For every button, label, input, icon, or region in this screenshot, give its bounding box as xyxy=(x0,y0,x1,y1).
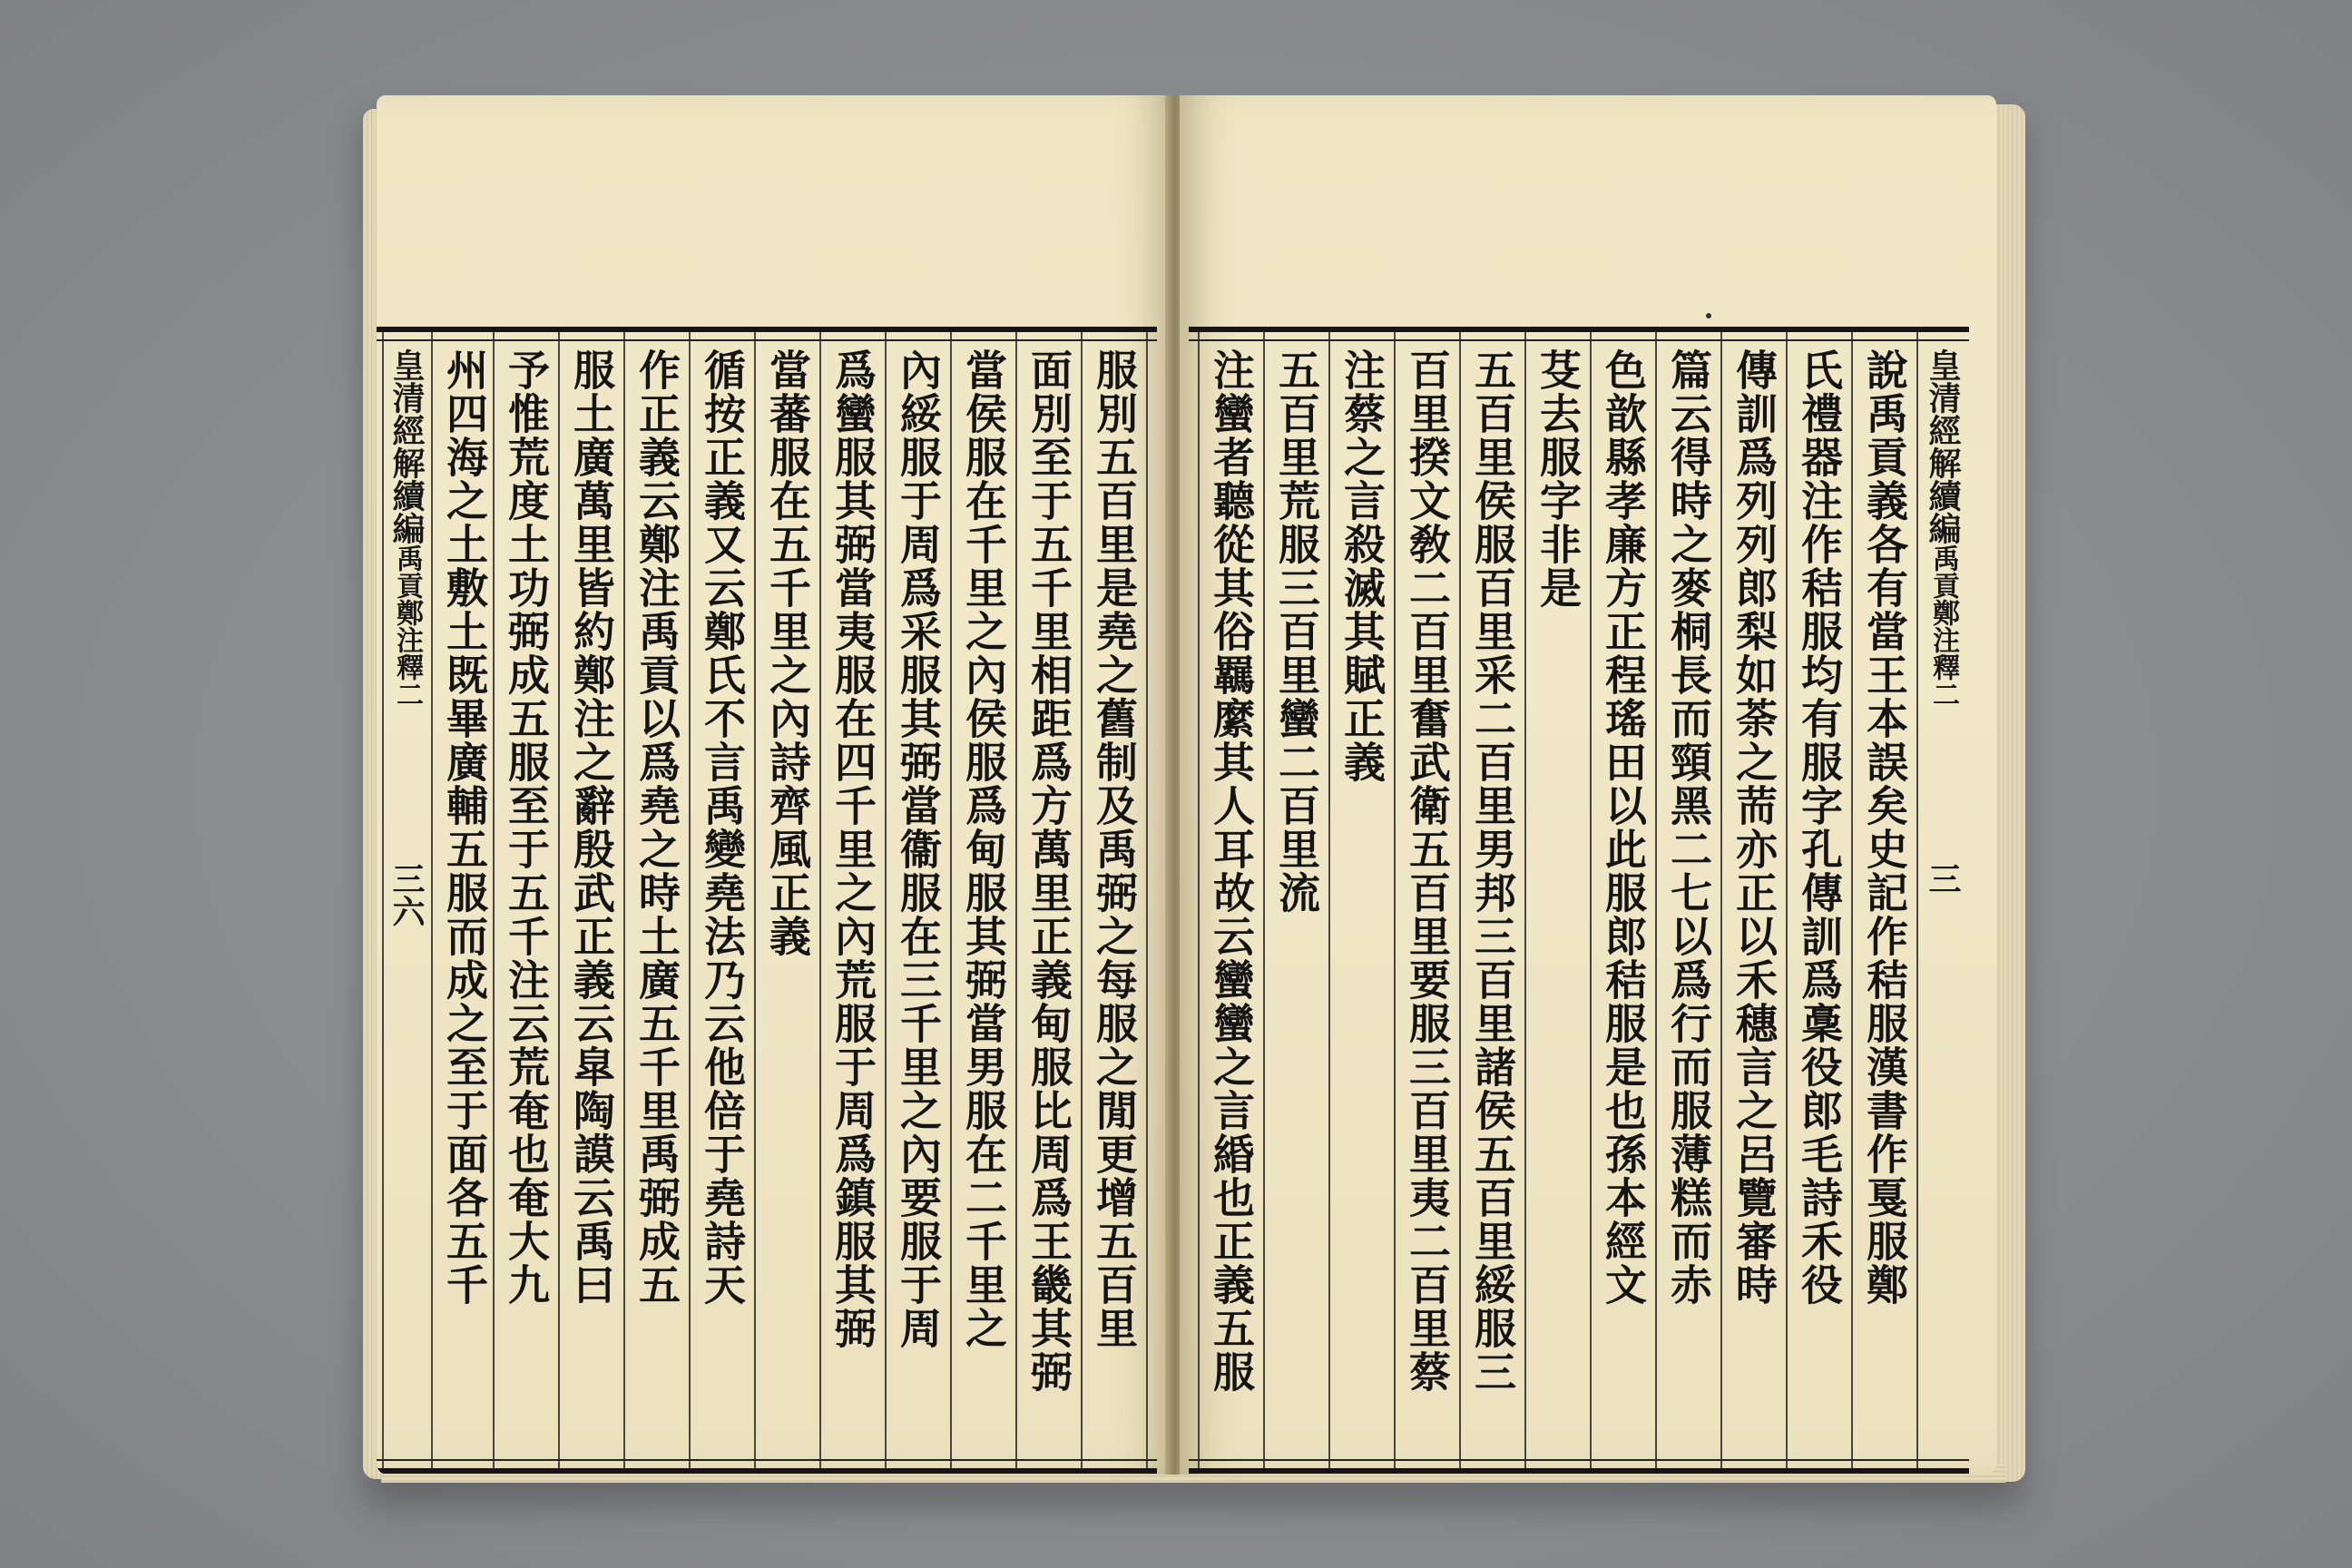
left-text-column-5: 爲蠻服其弼當夷服在四千里之內荒服于周爲鎮服其弼 xyxy=(828,348,877,1350)
left-text-column-4: 內綏服于周爲采服其弼當衞服在三千里之內要服于周 xyxy=(894,348,943,1350)
left-band-folio: 三六 xyxy=(387,862,426,927)
right-page-frame xyxy=(1189,327,1969,1474)
left-folio-band xyxy=(382,348,431,1455)
right-text-column-7: 五百里侯服百里采二百里男邦三百里諸侯五百里綏服三 xyxy=(1468,348,1517,1394)
left-text-column-3: 當侯服在千里之內侯服爲甸服其弼當男服在二千里之 xyxy=(959,348,1008,1350)
left-text-column-11: 州四海之土敷土既畢廣輔五服而成之至于面各五千 xyxy=(440,348,489,1307)
right-text-column-1: 說禹貢義各有當王本誤矣史記作秸服漢書作戛服鄭 xyxy=(1860,348,1909,1307)
left-text-column-2: 面別至于五千里相距爲方萬里正義甸服比周爲王畿其弼 xyxy=(1024,348,1073,1394)
right-band-folio: 三 xyxy=(1924,862,1962,895)
left-band-title: 皇清經解續編 xyxy=(387,348,426,544)
left-text-column-9: 服土廣萬里皆約鄭注之辭殷武正義云皐陶謨云禹曰 xyxy=(567,348,616,1307)
left-text-column-8: 作正義云鄭注禹貢以爲堯之時土廣五千里禹弼成五 xyxy=(632,348,681,1307)
left-page-frame xyxy=(377,327,1157,1474)
left-text-column-7: 循按正義又云鄭氏不言禹變堯法乃云他倍于堯詩天 xyxy=(698,348,747,1307)
binding-mark xyxy=(1706,313,1711,318)
left-text-column-1: 服別五百里是堯之舊制及禹弼之每服之閒更增五百里 xyxy=(1090,348,1139,1350)
right-page xyxy=(1180,95,1996,1475)
right-text-column-5: 色歆縣孝廉方正程瑤田以此服郎秸服是也孫本經文 xyxy=(1599,348,1648,1307)
right-text-column-2: 氏禮器注作秸服均有服字孔傳訓爲稾役郎毛詩禾役 xyxy=(1795,348,1844,1307)
right-text-column-8: 百里揆文敎二百里奮武衛五百里要服三百里夷二百里蔡 xyxy=(1403,348,1452,1394)
right-band-title: 皇清經解續編 xyxy=(1924,348,1962,544)
right-text-column-11: 注蠻者聽從其俗羈縻其人耳故云蠻蠻之言緍也正義五服 xyxy=(1207,348,1256,1394)
right-band-chapter: 禹貢鄭注釋二 xyxy=(1927,544,1959,708)
right-text-column-3: 傳訓爲列列郎梨如荼之荋亦正以禾穗言之呂覽審時 xyxy=(1730,348,1779,1307)
right-text-column-6: 芟去服字非是 xyxy=(1534,348,1583,610)
left-page xyxy=(377,95,1171,1475)
left-text-column-6: 當蕃服在五千里之內詩齊風正義 xyxy=(763,348,812,958)
right-folio-band xyxy=(1918,348,1967,1455)
left-text-column-10: 予惟荒度土功弼成五服至于五千注云荒奄也奄大九 xyxy=(502,348,551,1307)
left-band-chapter: 禹貢鄭注釋二 xyxy=(391,544,423,708)
right-text-column-9: 注蔡之言殺滅其賦正義 xyxy=(1338,348,1387,784)
right-text-column-4: 篇云得時之麥桐長而頸黑二七以爲行而服薄糕而赤 xyxy=(1664,348,1713,1307)
right-text-column-10: 五百里荒服三百里蠻二百里流 xyxy=(1272,348,1321,915)
